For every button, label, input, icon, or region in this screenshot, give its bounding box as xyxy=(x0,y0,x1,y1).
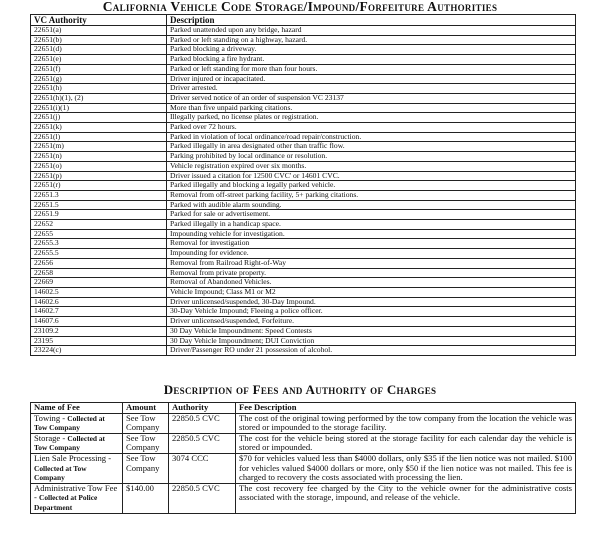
description-cell: Vehicle Impound; Class M1 or M2 xyxy=(167,287,576,297)
description-cell: Removal from Railroad Right-of-Way xyxy=(167,258,576,268)
description-cell: Removal from off-street parking facility, 5+ parking citations. xyxy=(167,190,576,200)
vc-code-cell: 22669 xyxy=(31,278,167,288)
description-cell: Driver issued a citation for 12500 CVC' or 14601 CVC. xyxy=(167,171,576,181)
table-row xyxy=(31,346,576,356)
table-row xyxy=(31,93,576,103)
vc-code-cell: 22655 xyxy=(31,229,167,239)
fee-amount-cell: $140.00 xyxy=(123,483,169,513)
vc-code-cell: 22651(n) xyxy=(31,152,167,162)
table-row xyxy=(31,258,576,268)
description-cell: Parked or left standing for more than four hours. xyxy=(167,64,576,74)
description-cell: Impounding for evidence. xyxy=(167,249,576,259)
vc-code-cell: 22651.5 xyxy=(31,200,167,210)
description-cell: Illegally parked, no license plates or registration. xyxy=(167,113,576,123)
vc-code-cell: 22655.3 xyxy=(31,239,167,249)
description-cell: Parked in violation of local ordinance/road repair/construction. xyxy=(167,132,576,142)
vc-code-cell: 22655.5 xyxy=(31,249,167,259)
table-row xyxy=(31,278,576,288)
description-cell: Driver served notice of an order of suspension VC 23137 xyxy=(167,93,576,103)
fee-name: Towing - xyxy=(34,413,68,423)
description-cell: 30 Day Vehicle Impoundment; DUI Conviction xyxy=(167,336,576,346)
table-row xyxy=(31,307,576,317)
vc-code-cell: 22651(k) xyxy=(31,123,167,133)
description-cell: Vehicle registration expired over six months. xyxy=(167,161,576,171)
table-row xyxy=(31,35,576,45)
table-row xyxy=(31,132,576,142)
table-row xyxy=(31,84,576,94)
description-cell: Parked or left standing on a highway, hazard. xyxy=(167,35,576,45)
section-title: Description of Fees and Authority of Charges xyxy=(163,382,437,397)
fee-authority-cell: 22850.5 CVC xyxy=(169,413,236,433)
vc-code-cell: 22651.9 xyxy=(31,210,167,220)
table-row xyxy=(31,287,576,297)
description-cell: Parked illegally and blocking a legally parked vehicle. xyxy=(167,181,576,191)
table-row xyxy=(31,200,576,210)
table-row xyxy=(31,433,576,453)
description-cell: Driver/Passenger RO under 21 possession of alcohol. xyxy=(167,346,576,356)
table-row xyxy=(31,74,576,84)
table-row xyxy=(31,297,576,307)
description-cell: More than five unpaid parking citations. xyxy=(167,103,576,113)
fee-collected-at: Collected at Police Department xyxy=(34,493,98,512)
vc-code-cell: 23195 xyxy=(31,336,167,346)
table-row xyxy=(31,190,576,200)
description-cell: Parked illegally in a handicap space. xyxy=(167,220,576,230)
vc-code-cell: 22651(m) xyxy=(31,142,167,152)
fee-name: Storage - xyxy=(34,433,68,443)
description-cell: Removal for investigation xyxy=(167,239,576,249)
description-cell: Removal from private property. xyxy=(167,268,576,278)
table-row xyxy=(31,181,576,191)
table-row xyxy=(31,26,576,36)
vc-code-cell: 22651(e) xyxy=(31,55,167,65)
description-cell: Parked blocking a driveway. xyxy=(167,45,576,55)
vc-code-cell: 22651(b) xyxy=(31,35,167,45)
table-row xyxy=(31,413,576,433)
fee-authority-cell: 22850.5 CVC xyxy=(169,433,236,453)
vc-code-cell: 22651(h) xyxy=(31,84,167,94)
fee-authority-cell: 22850.5 CVC xyxy=(169,483,236,513)
table-row xyxy=(31,453,576,483)
fee-collected-at: Collected at Tow Company xyxy=(34,433,105,453)
table-row xyxy=(31,171,576,181)
description-cell: Parked for sale or advertisement. xyxy=(167,210,576,220)
fee-name-cell xyxy=(31,413,123,433)
column-header: VC Authority xyxy=(31,15,167,26)
vc-code-cell: 22651(h)(1), (2) xyxy=(31,93,167,103)
vc-code-cell: 14602.5 xyxy=(31,287,167,297)
fee-name: Lien Sale Processing - xyxy=(34,453,112,463)
fee-description-cell: The cost of the original towing performed by the tow company from the location the vehicle was stored or impounded to the storage facility. xyxy=(236,413,576,433)
description-cell: 30-Day Vehicle Impound; Fleeing a police officer. xyxy=(167,307,576,317)
description-cell: 30 Day Vehicle Impoundment: Speed Contests xyxy=(167,326,576,336)
vc-code-cell: 22651(l) xyxy=(31,132,167,142)
vc-code-cell: 14602.7 xyxy=(31,307,167,317)
table-row xyxy=(31,64,576,74)
table-row xyxy=(31,161,576,171)
vc-code-cell: 22651(g) xyxy=(31,74,167,84)
description-cell: Driver arrested. xyxy=(167,84,576,94)
table-row xyxy=(31,142,576,152)
fee-description-cell: The cost for the vehicle being stored at the storage facility for each calendar day the vehicle is stored or impounded. xyxy=(236,433,576,453)
vc-code-cell: 14602.6 xyxy=(31,297,167,307)
vc-code-cell: 22651.3 xyxy=(31,190,167,200)
description-cell: Impounding vehicle for investigation. xyxy=(167,229,576,239)
table-row xyxy=(31,220,576,230)
table-row xyxy=(31,229,576,239)
fees-table xyxy=(30,402,576,514)
column-header: Amount xyxy=(123,403,169,414)
description-cell: Removal of Abandoned Vehicles. xyxy=(167,278,576,288)
vc-code-cell: 22651(o) xyxy=(31,161,167,171)
description-cell: Parking prohibited by local ordinance or resolution. xyxy=(167,152,576,162)
vc-code-cell: 22651(f) xyxy=(31,64,167,74)
vc-code-cell: 22651(p) xyxy=(31,171,167,181)
table-row xyxy=(31,152,576,162)
table-header-row xyxy=(31,15,576,26)
fee-authority-cell: 3074 CCC xyxy=(169,453,236,483)
fee-name-cell xyxy=(31,483,123,513)
fee-collected-at: Collected at Tow Company xyxy=(34,413,105,433)
description-cell: Driver unlicensed/suspended, Forfeiture. xyxy=(167,317,576,327)
fee-collected-at: Collected at Tow Company xyxy=(34,463,87,483)
description-cell: Driver unlicensed/suspended, 30-Day Impound. xyxy=(167,297,576,307)
description-cell: Driver injured or incapacitated. xyxy=(167,74,576,84)
table-row xyxy=(31,336,576,346)
table-row xyxy=(31,239,576,249)
description-cell: Parked with audible alarm sounding. xyxy=(167,200,576,210)
vc-code-cell: 22651(j) xyxy=(31,113,167,123)
fee-description-cell: The cost recovery fee charged by the City to the vehicle owner for the administrative costs associated with the storage, impound, and release of the vehicle. xyxy=(236,483,576,513)
fee-amount-cell: See Tow Company xyxy=(123,413,169,433)
vc-code-cell: 23109.2 xyxy=(31,326,167,336)
table-row xyxy=(31,317,576,327)
description-cell: Parked unattended upon any bridge, hazard xyxy=(167,26,576,36)
table-row xyxy=(31,326,576,336)
column-header: Name of Fee xyxy=(31,403,123,414)
fee-description-cell: $70 for vehicles valued less than $4000 dollars, only $35 if the lien notice was not mailed. $100 for vehicles valued $4000 dollars or more, only $50 if the lien notice was not mailed. This fee is charged to recovery the costs associated with processing the lien. xyxy=(236,453,576,483)
table-row xyxy=(31,123,576,133)
column-header: Fee Description xyxy=(236,403,576,414)
table-row xyxy=(31,483,576,513)
description-cell: Parked over 72 hours. xyxy=(167,123,576,133)
vc-code-cell: 22651(d) xyxy=(31,45,167,55)
table-row xyxy=(31,268,576,278)
table-row xyxy=(31,210,576,220)
vc-code-cell: 22651(r) xyxy=(31,181,167,191)
vc-code-cell: 14607.6 xyxy=(31,317,167,327)
description-cell: Parked illegally in area designated other than traffic flow. xyxy=(167,142,576,152)
table-header-row xyxy=(31,403,576,414)
table-row xyxy=(31,249,576,259)
fee-name: Administrative Tow Fee - xyxy=(34,483,118,503)
page-title: California Vehicle Code Storage/Impound/Forfeiture Authorities xyxy=(102,0,498,14)
fee-amount-cell: See Tow Company xyxy=(123,433,169,453)
vc-code-cell: 22658 xyxy=(31,268,167,278)
vc-code-cell: 22651(i)(1) xyxy=(31,103,167,113)
table-row xyxy=(31,113,576,123)
vc-code-cell: 22651(a) xyxy=(31,26,167,36)
fee-name-cell xyxy=(31,453,123,483)
vc-code-cell: 22656 xyxy=(31,258,167,268)
table-row xyxy=(31,45,576,55)
vc-authority-table xyxy=(30,14,576,356)
table-row xyxy=(31,103,576,113)
description-cell: Parked blocking a fire hydrant. xyxy=(167,55,576,65)
vc-code-cell: 22652 xyxy=(31,220,167,230)
table-row xyxy=(31,55,576,65)
fee-name-cell xyxy=(31,433,123,453)
column-header: Description xyxy=(167,15,576,26)
fee-amount-cell: See Tow Company xyxy=(123,453,169,483)
column-header: Authority xyxy=(169,403,236,414)
vc-code-cell: 23224(c) xyxy=(31,346,167,356)
